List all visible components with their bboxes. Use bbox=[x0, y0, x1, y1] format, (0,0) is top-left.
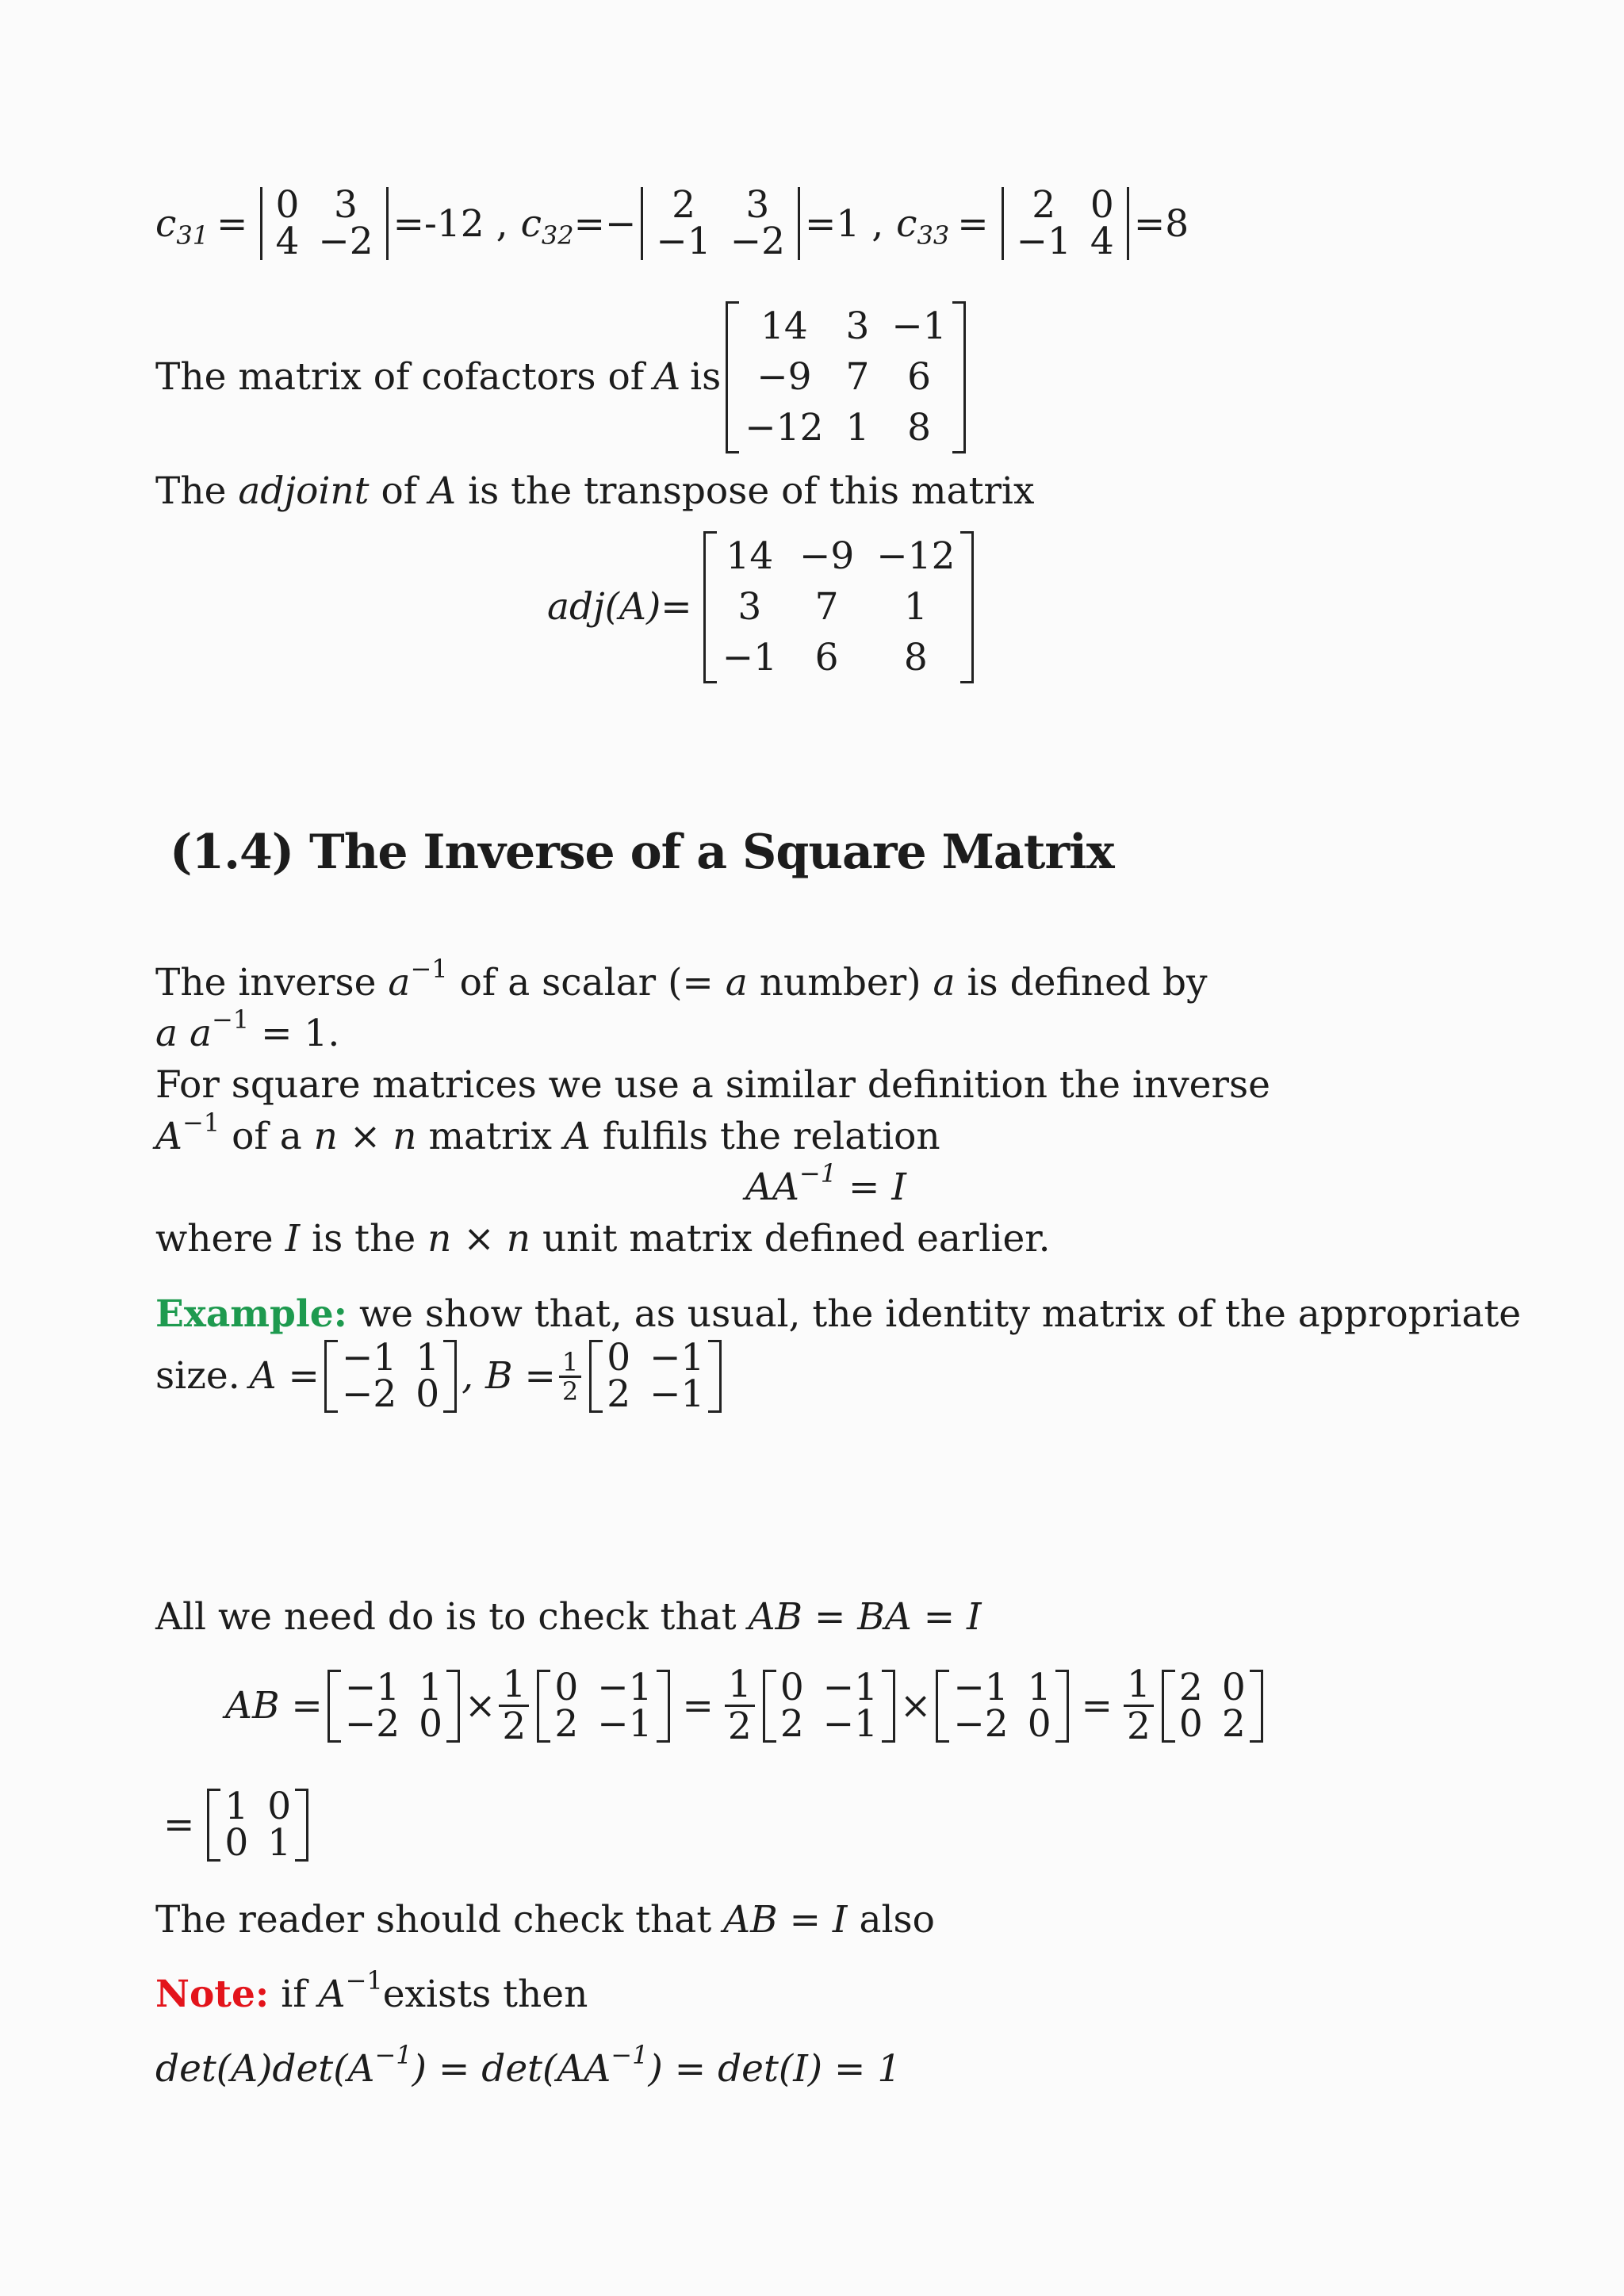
ab-matrix-2: 0 −1 2 −1 bbox=[537, 1670, 669, 1743]
ab-computation: AB = −1 1 −2 0 × $\frac{1}{2}$ 0 −1 2 −1 = $\frac{1}{2}$ 0 −1 2 −1 × −1 1 −2 0 = $\frac{1}{2}$ 2 0 0 2 bbox=[225, 1665, 1268, 1747]
matrix-B: 0 −1 2 −1 bbox=[589, 1340, 722, 1413]
reader-check-line: The reader should check that AB = I also bbox=[155, 1898, 935, 1942]
half-fraction-2: $\frac{1}{2}$ bbox=[725, 1665, 755, 1747]
cofactor-values-line: $c_{31}$ = 0 3 4 −2 =-12 , $c_{32}$ =− 2 3 −1 −2 =1 , $c_{33}$ = 2 0 −1 4 =8 bbox=[155, 183, 1189, 263]
example-label: Example: bbox=[155, 1292, 347, 1336]
c32-prefix: =− bbox=[573, 201, 637, 246]
inverse-def-line1: The inverse $a^{-1}$ of a scalar (= a number) a is defined by bbox=[155, 954, 1208, 1004]
adjoint-lhs: adj(A)= bbox=[547, 585, 692, 629]
cofactor-matrix-is: is bbox=[690, 355, 722, 399]
ab-matrix-5: 2 0 0 2 bbox=[1162, 1670, 1263, 1743]
note-label: Note: bbox=[155, 1973, 270, 2016]
note-line: Note: if $A^{-1}exists$ then bbox=[155, 1965, 588, 2016]
inverse-def-line2: a $a^{-1} = 1$. bbox=[155, 1004, 340, 1055]
example-matrices: size. A = −1 1 −2 0 , B = $\frac{1}{2}$ 0 −1 2 −1 bbox=[155, 1340, 726, 1413]
ab-matrix-4: −1 1 −2 0 bbox=[936, 1670, 1068, 1743]
inverse-def-equation: $AA^{-1} = I$ bbox=[745, 1158, 906, 1209]
inverse-def-line4: $A^{-1}$ of a n × n matrix A fulfils the relation bbox=[155, 1108, 940, 1158]
inverse-def-line6: where I is the n × n unit matrix defined earlier. bbox=[155, 1217, 1051, 1261]
cofactor-matrix-line bbox=[155, 301, 971, 453]
cofactor-matrix: 14 3 −1 −9 7 6 −12 1 8 bbox=[726, 301, 965, 453]
half-fraction-3: $\frac{1}{2}$ bbox=[1124, 1665, 1154, 1747]
c32-value: =1 , bbox=[805, 201, 884, 246]
adjoint-text: The adjoint of A is the transpose of this matrix bbox=[155, 469, 1035, 513]
check-line: All we need do is to check that AB = BA = I bbox=[155, 1595, 982, 1639]
cofactor-matrix-var: A bbox=[653, 355, 681, 399]
adjoint-word: adjoint bbox=[238, 469, 370, 513]
ab-matrix-1: −1 1 −2 0 bbox=[327, 1670, 460, 1743]
c32-determinant: 2 3 −1 −2 bbox=[641, 187, 800, 260]
half-fraction-1: $\frac{1}{2}$ bbox=[499, 1665, 529, 1747]
ab-matrix-3: 0 −1 2 −1 bbox=[763, 1670, 895, 1743]
c33-label: $c_{33}$ bbox=[896, 201, 950, 251]
c31-label: $c_{31}$ bbox=[155, 201, 209, 251]
determinant-equation: $\det(A)\det(A^{-1}) = \det(AA^{-1}) = \det(I) = 1$ bbox=[155, 2040, 902, 2091]
c33-determinant: 2 0 −1 4 bbox=[1002, 187, 1129, 260]
c31-determinant: 0 3 4 −2 bbox=[260, 187, 388, 260]
c32-label: $c_{32}$ bbox=[520, 201, 574, 251]
matrix-A: −1 1 −2 0 bbox=[324, 1340, 457, 1413]
example-line: Example: we show that, as usual, the identity matrix of the appropriate bbox=[155, 1292, 1522, 1336]
adjoint-matrix-line bbox=[547, 531, 979, 683]
c31-value: =-12 , bbox=[393, 201, 508, 246]
identity-matrix: 1 0 0 1 bbox=[207, 1789, 308, 1862]
adjoint-matrix: 14 −9 −12 3 7 1 −1 6 8 bbox=[703, 531, 975, 683]
c33-value: =8 bbox=[1133, 201, 1189, 246]
section-heading: (1.4) The Inverse of a Square Matrix bbox=[170, 825, 1114, 880]
cofactor-matrix-text: The matrix of cofactors of bbox=[155, 355, 645, 399]
inverse-def-line3: For square matrices we use a similar definition the inverse bbox=[155, 1063, 1270, 1107]
B-fraction: $\frac{1}{2}$ bbox=[559, 1349, 581, 1405]
identity-result: = 1 0 0 1 bbox=[155, 1789, 313, 1862]
